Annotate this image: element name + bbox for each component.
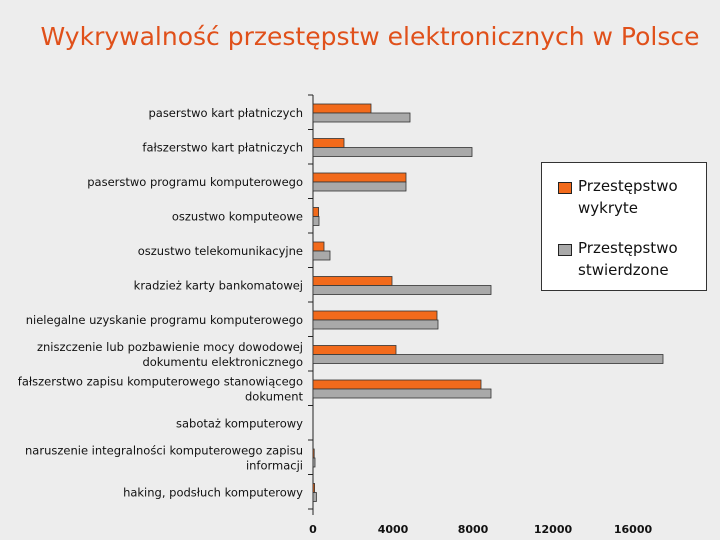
x-tick-label: 8000 xyxy=(457,523,489,536)
legend-label-confirmed: Przestępstwo stwierdzone xyxy=(578,239,678,279)
bar-confirmed xyxy=(313,493,316,502)
category-label: dokument xyxy=(244,389,303,404)
category-label: zniszczenie lub pozbawienie mocy dowodowej xyxy=(36,340,303,354)
bar-detected xyxy=(313,277,392,286)
category-label: haking, podsłuch komputerowy xyxy=(123,485,303,500)
bar-detected xyxy=(313,346,396,355)
category-label: kradzież karty bankomatowej xyxy=(133,278,303,293)
bar-detected xyxy=(313,208,319,217)
bar-confirmed xyxy=(313,113,410,122)
category-label: oszustwo komputeowe xyxy=(171,209,303,224)
bar-detected xyxy=(313,484,315,493)
category-label: paserstwo programu komputerowego xyxy=(87,175,303,189)
bar-confirmed xyxy=(313,458,315,467)
bar-confirmed xyxy=(313,389,491,398)
chart-title: Wykrywalność przestępstw elektronicznych w Polsce xyxy=(40,22,700,51)
legend-label-detected: Przestępstwo wykryte xyxy=(578,177,678,217)
bar-confirmed xyxy=(313,148,472,157)
legend-swatch-confirmed xyxy=(558,244,572,256)
x-tick-label: 4000 xyxy=(377,523,409,536)
legend-swatch-detected xyxy=(558,182,572,194)
bar-detected xyxy=(313,104,371,113)
bar-confirmed xyxy=(313,251,330,260)
category-label: fałszerstwo kart płatniczych xyxy=(142,140,303,155)
category-label: dokumentu elektronicznego xyxy=(142,355,303,369)
category-labels xyxy=(18,106,304,500)
x-axis-ticks xyxy=(309,523,652,536)
bar-confirmed xyxy=(313,320,438,329)
bar-detected xyxy=(313,449,314,458)
chart-axes xyxy=(308,95,313,515)
x-tick-label: 0 xyxy=(309,523,317,536)
category-label: fałszerstwo zapisu komputerowego stanowiącego xyxy=(17,374,303,389)
bar-confirmed xyxy=(313,182,406,191)
bar-detected xyxy=(313,173,406,182)
category-label: oszustwo telekomunikacyjne xyxy=(137,244,303,258)
category-label: sabotaż komputerowy xyxy=(175,416,303,431)
category-label: paserstwo kart płatniczych xyxy=(148,106,303,120)
category-label: informacji xyxy=(245,458,303,473)
bar-detected xyxy=(313,380,481,389)
bar-confirmed xyxy=(313,355,663,364)
category-label: naruszenie integralności komputerowego zapisu xyxy=(25,443,303,458)
category-label: nielegalne uzyskanie programu komputerowego xyxy=(25,313,303,327)
bar-confirmed xyxy=(313,217,319,226)
x-tick-label: 12000 xyxy=(533,523,573,536)
bar-detected xyxy=(313,139,344,148)
bar-detected xyxy=(313,242,324,251)
x-tick-label: 16000 xyxy=(613,523,653,536)
bar-confirmed xyxy=(313,286,491,295)
chart-legend xyxy=(541,162,707,291)
bar-detected xyxy=(313,311,437,320)
